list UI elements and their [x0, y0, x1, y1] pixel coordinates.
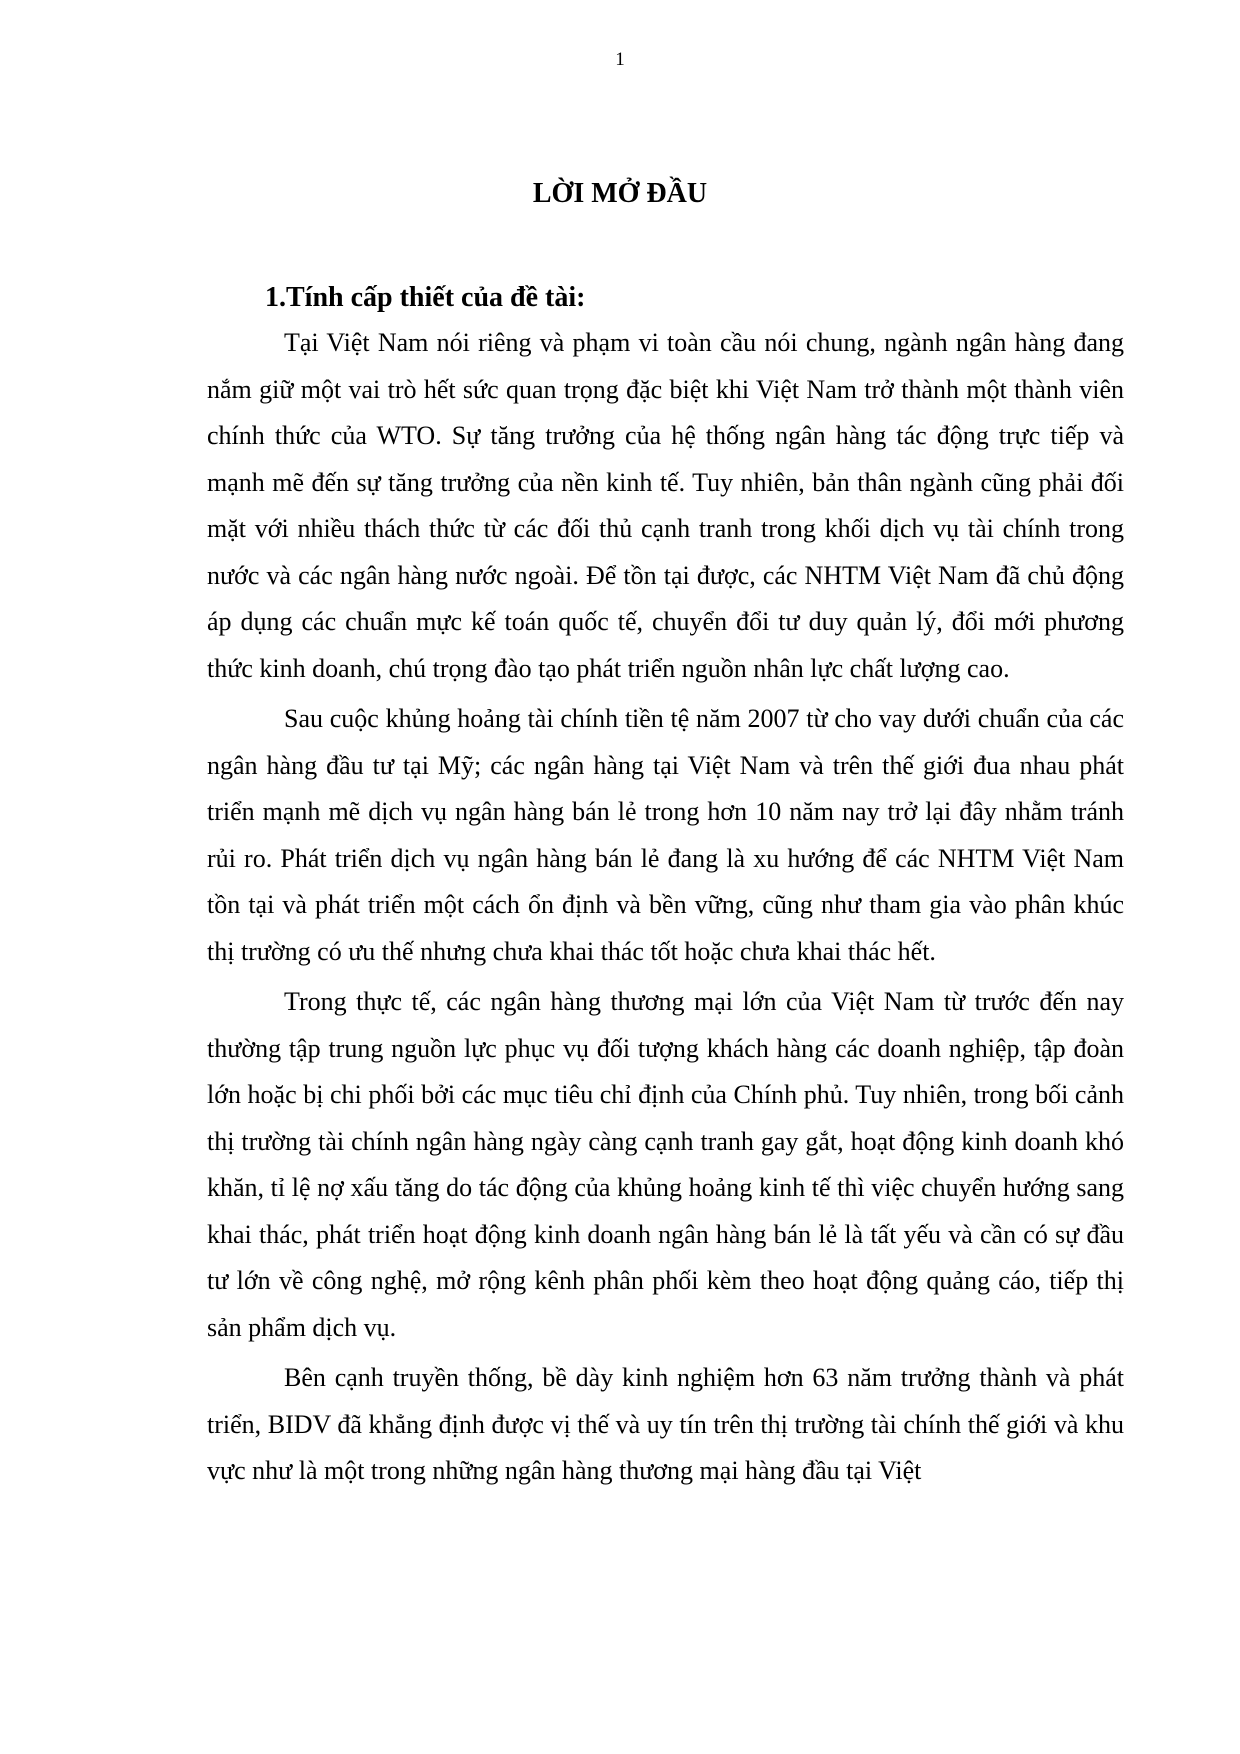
paragraph: Trong thực tế, các ngân hàng thương mại lớn của Việt Nam từ trước đến nay thường tập trung nguồn lực phục vụ đối tượng khách hàng các doanh nghiệp, tập đoàn lớn hoặc bị chi phối bởi các mục tiêu chỉ định của Chính phủ. Tuy nhiên, trong bối cảnh thị trường tài chính ngân hàng ngày càng cạnh tranh gay gắt, hoạt động kinh doanh khó khăn, tỉ lệ nợ xấu tăng do tác động của khủng hoảng kinh tế thì việc chuyển hướng sang khai thác, phát triển hoạt động kinh doanh ngân hàng bán lẻ là tất yếu và cần có sự đầu tư lớn về công nghệ, mở rộng kênh phân phối kèm theo hoạt động quảng cáo, tiếp thị sản phẩm dịch vụ.: [207, 987, 1124, 1342]
paragraph: Sau cuộc khủng hoảng tài chính tiền tệ năm 2007 từ cho vay dưới chuẩn của các ngân hàng đầu tư tại Mỹ; các ngân hàng tại Việt Nam và trên thế giới đua nhau phát triển mạnh mẽ dịch vụ ngân hàng bán lẻ trong hơn 10 năm nay trở lại đây nhằm tránh rủi ro. Phát triển dịch vụ ngân hàng bán lẻ đang là xu hướng để các NHTM Việt Nam tồn tại và phát triển một cách ổn định và bền vững, cũng như tham gia vào phân khúc thị trường có ưu thế nhưng chưa khai thác tốt hoặc chưa khai thác hết.: [207, 704, 1124, 966]
page-number: 1: [615, 49, 625, 70]
paragraph: Tại Việt Nam nói riêng và phạm vi toàn cầu nói chung, ngành ngân hàng đang nắm giữ một vai trò hết sức quan trọng đặc biệt khi Việt Nam trở thành một thành viên chính thức của WTO. Sự tăng trưởng của hệ thống ngân hàng tác động trực tiếp và mạnh mẽ đến sự tăng trưởng của nền kinh tế. Tuy nhiên, bản thân ngành cũng phải đối mặt với nhiều thách thức từ các đối thủ cạnh tranh trong khối dịch vụ tài chính trong nước và các ngân hàng nước ngoài. Để tồn tại được, các NHTM Việt Nam đã chủ động áp dụng các chuẩn mực kế toán quốc tế, chuyển đổi tư duy quản lý, đổi mới phương thức kinh doanh, chú trọng đào tạo phát triển nguồn nhân lực chất lượng cao.: [207, 328, 1124, 683]
section-heading: 1.Tính cấp thiết của đề tài:: [265, 282, 586, 313]
paragraph: Bên cạnh truyền thống, bề dày kinh nghiệm hơn 63 năm trưởng thành và phát triển, BIDV đã khẳng định được vị thế và uy tín trên thị trường tài chính thế giới và khu vực như là một trong những ngân hàng thương mại hàng đầu tại Việt: [207, 1363, 1124, 1485]
document-title: LỜI MỞ ĐẦU: [532, 178, 708, 209]
body-text: [207, 320, 1124, 1499]
